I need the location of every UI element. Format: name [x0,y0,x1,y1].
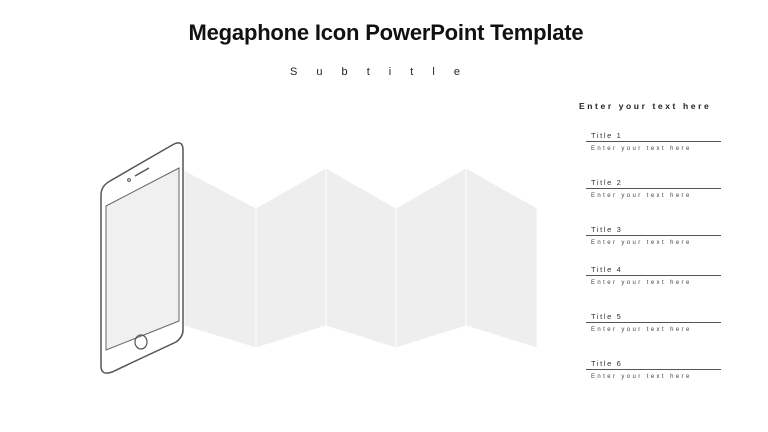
slide-title: Megaphone Icon PowerPoint Template [188,20,584,45]
phone-screen [106,168,179,350]
item-title: Title 2 [586,177,721,189]
item-title: Title 1 [586,130,721,142]
item-title: Title 5 [586,311,721,323]
item-text: Enter your text here [591,280,692,286]
panel-3 [326,168,396,348]
list-item [586,177,721,199]
panel-2 [256,168,326,348]
item-text: Enter your text here [591,327,692,333]
panel-1 [184,170,256,348]
panel-5 [466,168,537,348]
sidebar-heading: Enter your text here [579,101,712,111]
list-item [586,311,721,333]
item-title: Title 3 [586,224,721,236]
list-item [586,264,721,286]
phone-camera [128,179,131,182]
smartphone-icon [101,143,183,373]
item-text: Enter your text here [591,146,692,152]
list-item [586,224,721,246]
panel-4 [396,168,466,348]
slide-subtitle: S u b t i t l e [289,66,469,78]
item-text: Enter your text here [591,240,692,246]
list-item [586,130,721,152]
list-item [586,358,721,380]
item-title: Title 6 [586,358,721,370]
folded-panels [184,168,537,348]
item-text: Enter your text here [591,374,692,380]
item-text: Enter your text here [591,193,692,199]
phone-home-button [135,335,147,349]
phone-speaker [135,168,149,176]
item-title: Title 4 [586,264,721,276]
